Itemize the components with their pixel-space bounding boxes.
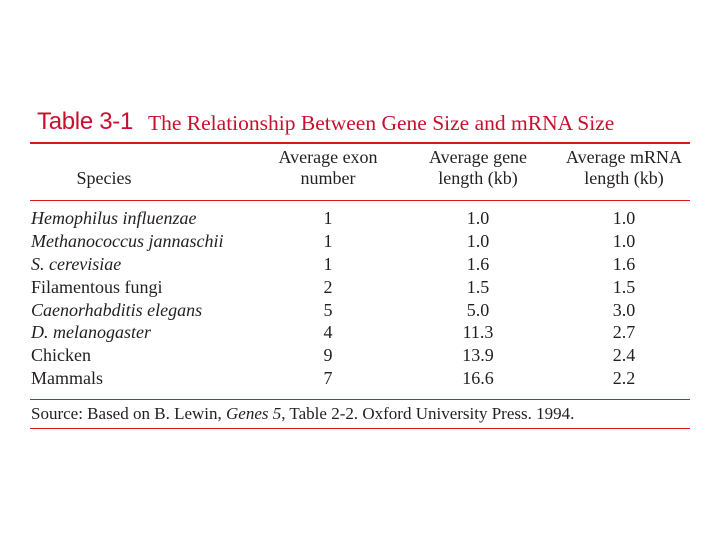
exon-number-cell: 5 [323, 299, 333, 320]
table-row [30, 367, 690, 390]
table-number-label: Table 3-1 [37, 108, 134, 135]
header-col1-line2: number [300, 168, 356, 188]
table-source-note [30, 400, 690, 428]
table-row [30, 253, 690, 276]
table-row [30, 344, 690, 367]
gene-length-cell: 11.3 [462, 322, 494, 343]
header-col3-line1: Average mRNA [565, 147, 683, 167]
gene-length-cell: 1.5 [466, 276, 490, 297]
data-table [30, 106, 690, 429]
mrna-length-cell: 2.7 [612, 322, 636, 343]
mrna-length-cell: 1.6 [612, 253, 636, 274]
exon-number-cell: 7 [323, 368, 333, 389]
footer-rule [30, 428, 690, 429]
mrna-length-cell: 1.0 [612, 230, 636, 251]
table-header [30, 144, 690, 200]
mrna-length-cell: 3.0 [612, 299, 636, 320]
header-avg-gene-length [410, 147, 546, 189]
mrna-length-cell: 2.2 [612, 368, 636, 389]
gene-length-cell: 5.0 [466, 299, 490, 320]
gene-length-cell: 1.0 [466, 208, 490, 228]
source-book-title: Genes 5 [226, 404, 282, 424]
table-row [30, 207, 690, 230]
header-col2-line1: Average gene [428, 147, 528, 167]
table-title-row [30, 106, 690, 142]
exon-number-cell: 9 [323, 345, 333, 366]
exon-number-cell: 1 [323, 208, 333, 228]
species-cell: D. melanogaster [31, 322, 151, 343]
species-cell: Filamentous fungi [31, 276, 163, 297]
exon-number-cell: 4 [323, 322, 333, 343]
gene-length-cell: 1.6 [466, 253, 490, 274]
exon-number-cell: 1 [323, 253, 333, 274]
gene-length-cell: 16.6 [462, 368, 494, 389]
header-species-label: Species [76, 168, 132, 188]
table-row [30, 321, 690, 344]
header-avg-exon-number [263, 147, 393, 189]
gene-length-cell: 1.0 [466, 230, 490, 251]
mrna-length-cell: 1.0 [612, 208, 636, 228]
species-cell: Caenorhabditis elegans [31, 299, 203, 320]
mrna-length-cell: 2.4 [612, 345, 636, 366]
table-row [30, 230, 690, 253]
species-cell: Methanococcus jannaschii [31, 230, 224, 251]
table-body [30, 201, 690, 399]
species-cell: Hemophilus influenzae [31, 208, 197, 228]
table-title: The Relationship Between Gene Size and mRNA Size [148, 111, 615, 135]
exon-number-cell: 1 [323, 230, 333, 251]
source-prefix: Source: Based on B. Lewin, [31, 404, 226, 424]
table-row [30, 299, 690, 322]
header-species [50, 168, 158, 189]
source-suffix: , Table 2-2. Oxford University Press. 1994. [281, 404, 575, 424]
header-col3-line2: length (kb) [584, 168, 664, 188]
exon-number-cell: 2 [323, 276, 333, 297]
species-cell: Chicken [31, 345, 91, 366]
species-cell: Mammals [31, 368, 103, 389]
gene-length-cell: 13.9 [462, 345, 494, 366]
header-col1-line1: Average exon [278, 147, 378, 167]
table-row [30, 276, 690, 299]
mrna-length-cell: 1.5 [612, 276, 636, 297]
species-cell: S. cerevisiae [31, 253, 122, 274]
header-avg-mrna-length [553, 147, 695, 189]
header-col2-line2: length (kb) [438, 168, 518, 188]
